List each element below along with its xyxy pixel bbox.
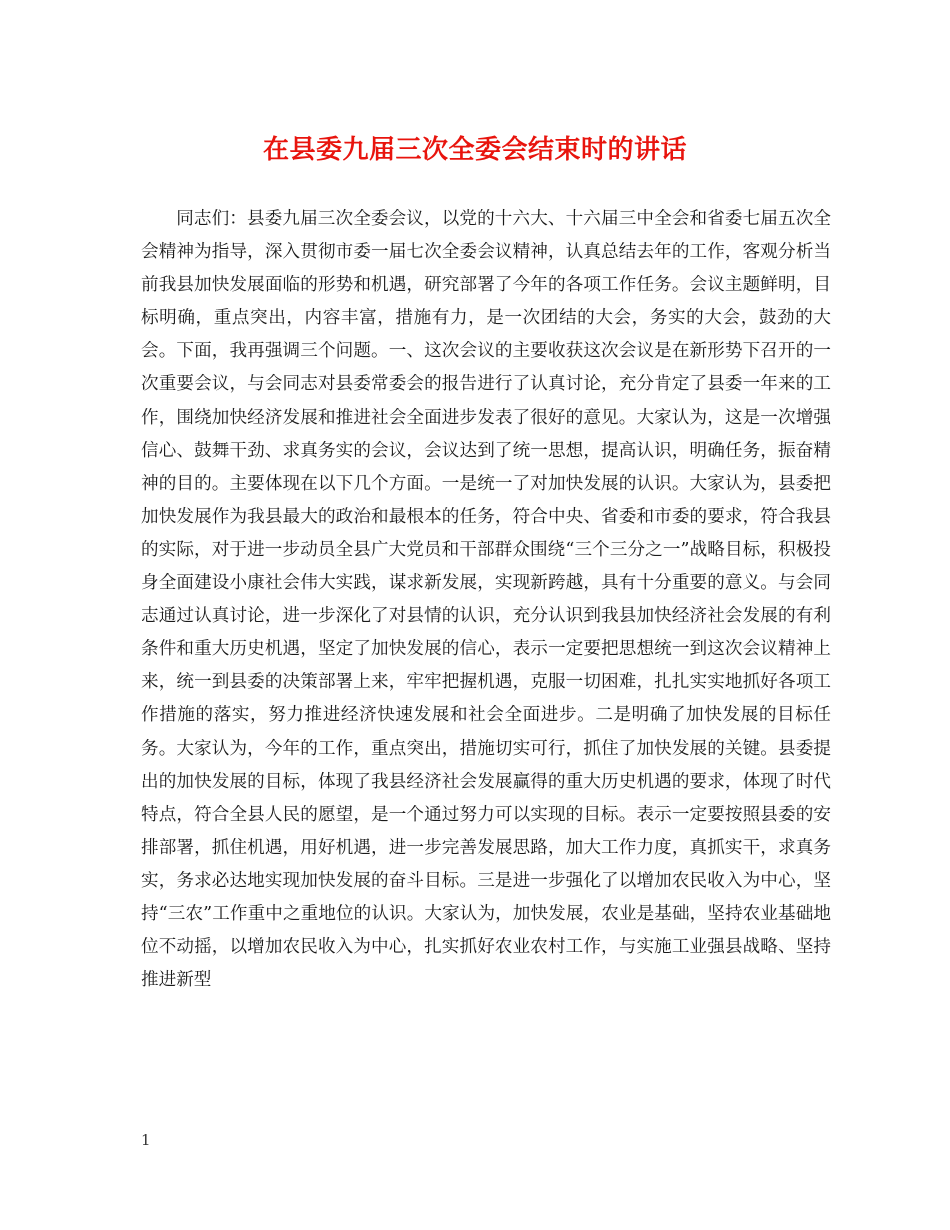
page-number: 1 [141, 1131, 151, 1149]
document-title: 在县委九届三次全委会结束时的讲话 [262, 135, 687, 165]
document-body: 同志们：县委九届三次全委会议，以党的十六大、十六届三中全会和省委七届五次全会精神为指导，深入贯彻市委一届七次全委会议精神，认真总结去年的工作，客观分析当前我县加快发展面临的形势和机遇，研究部署了今年的各项工作任务。会议主题鲜明，目标明确，重点突出，内容丰富，措施有力，是一次团结的大会，务实的大会，鼓劲的大会。下面，我再强调三个问题。一、这次会议的主要收获这次会议是在新形势下召开的一次重要会议，与会同志对县委常委会的报告进行了认真讨论，充分肯定了县委一年来的工作，围绕加快经济发展和推进社会全面进步发表了很好的意见。大家认为，这是一次增强信心、鼓舞干劲、求真务实的会议，会议达到了统一思想，提高认识，明确任务，振奋精神的目的。主要体现在以下几个方面。一是统一了对加快发展的认识。大家认为，县委把加快发展作为我县最大的政治和最根本的任务，符合中央、省委和市委的要求，符合我县的实际，对于进一步动员全县广大党员和干部群众围绕“三个三分之一”战略目标，积极投身全面建设小康社会伟大实践，谋求新发展，实现新跨越，具有十分重要的意义。与会同志通过认真讨论，进一步深化了对县情的认识，充分认识到我县加快经济社会发展的有利条件和重大历史机遇，坚定了加快发展的信心，表示一定要把思想统一到这次会议精神上来，统一到县委的决策部署上来，牢牢把握机遇，克服一切困难，扎扎实实地抓好各项工作措施的落实，努力推进经济快速发展和社会全面进步。二是明确了加快发展的目标任务。大家认为，今年的工作，重点突出，措施切实可行，抓住了加快发展的关键。县委提出的加快发展的目标，体现了我县经济社会发展赢得的重大历史机遇的要求，体现了时代特点，符合全县人民的愿望，是一个通过努力可以实现的目标。表示一定要按照县委的安排部署，抓住机遇，用好机遇，进一步完善发展思路，加大工作力度，真抓实干，求真务实，务求必达地实现加快发展的奋斗目标。三是进一步强化了以增加农民收入为中心，坚持“三农”工作重中之重地位的认识。大家认为，加快发展，农业是基础，坚持农业基础地位不动摇，以增加农民收入为中心，扎实抓好农业农村工作，与实施工业强县战略、坚持推进新型 [141, 209, 831, 991]
